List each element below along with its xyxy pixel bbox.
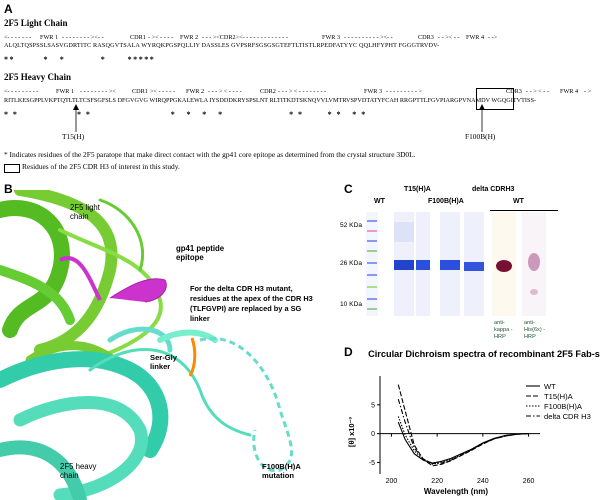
cd-x-tick-label: 240 (477, 478, 489, 485)
heavy-region-fwr1: FWR 1 (56, 88, 75, 95)
sds-page-gel (366, 212, 566, 320)
svg-text:- - - - - - - - - >: - - - - - - - - - > (386, 88, 422, 95)
light-region-fwr1: FWR 1 (40, 34, 59, 41)
heavy-region-cdr3: CDR3 (506, 88, 522, 95)
label-heavy-chain: 2F5 heavy chain (60, 462, 97, 480)
footnote-cdrh3: Residues of the 2F5 CDR H3 of interest in this study. (22, 162, 180, 171)
svg-text:- - - - - - - - - - ><- -: - - - - - - - - - - ><- - (344, 34, 393, 41)
light-region-cdr1: CDR1 (130, 34, 146, 41)
panel-a-letter: A (4, 2, 13, 16)
cd-y-tick-label: 0 (371, 431, 375, 439)
light-chain-contact-stars: ** * * * ***** (4, 55, 156, 64)
cd-spectra-chart (340, 370, 605, 498)
svg-text:- - - > < - - - - - - - -: - - - > < - - - - - - - - (278, 88, 327, 95)
panel-c-letter: C (344, 182, 353, 196)
heavy-chain-sequence: RITLKESGPPLVKPTQTLTLTCSFSGFSLS DFGVGVG WIRQPPGKALEWLA IYSDDDKRYSPSLNT RLTITKDTSKNQVVLVMTRVSPVDTATYFCAH RRGPTTLFGVPIARGPVNAMDV WGQGITVTISS- (4, 97, 537, 104)
light-region-fwr3: FWR 3 (322, 34, 341, 41)
cd-y-axis-label: [θ] x10⁻³ (347, 416, 356, 448)
label-delta-note: For the delta CDR H3 mutant, residues at the apex of the CDR H3 (TLFGVPI) are replaced by a SG linker (190, 284, 313, 323)
label-f100b-mutation: F100B(H)A mutation (262, 462, 301, 480)
band-anti-kappa (496, 260, 512, 272)
heavy-region-cdr1: CDR1 (132, 88, 148, 95)
cd-legend-label: delta CDR H3 (544, 412, 591, 421)
lane-header-wt-blot: WT (513, 198, 524, 205)
lane-header-wt: WT (374, 198, 385, 205)
band-anti-his (528, 253, 540, 271)
svg-text:- >< - - - -: - >< - - - - (148, 34, 174, 41)
footnote-contact: * Indicates residues of the 2F5 paratope that make direct contact with the gp41 core epitope as determined from the crystal structure 3D0L. (4, 150, 416, 159)
heavy-region-fwr3: FWR 3 (364, 88, 383, 95)
cd-y-tick-label: 5 (371, 402, 375, 410)
cd-legend-label: WT (544, 382, 556, 391)
heavy-region-fwr2: FWR 2 (186, 88, 205, 95)
cd-x-axis-label: Wavelength (nm) (423, 487, 489, 496)
heavy-region-fwr4: FWR 4 (560, 88, 579, 95)
light-region-fwr2: FWR 2 (180, 34, 199, 41)
label-ser-gly-linker: Ser-Gly linker (150, 353, 178, 371)
svg-text:- - - - - - - - ><: - - - - - - - - >< (80, 88, 116, 95)
heavy-chain-region-bar (4, 84, 604, 98)
heavy-region-cdr2: CDR2 (260, 88, 276, 95)
label-light-chain: 2F5 light chain (70, 203, 100, 221)
light-region-fwr4: FWR 4 (466, 34, 485, 41)
cd-x-tick-label: 260 (522, 478, 535, 485)
label-epitope: gp41 peptide epitope (176, 244, 225, 262)
residue-arrows (0, 104, 608, 134)
fab-structure-illustration (0, 190, 340, 500)
lane-header-f100b: F100B(H)A (428, 198, 464, 205)
legend-box-icon (4, 164, 20, 173)
cd-series-line (398, 422, 528, 463)
marker-52kda: 52 KDa (340, 222, 362, 229)
blot-label-anti-his: anti-His(6x) -HRP (524, 320, 546, 340)
blot-label-anti-kappa: anti-kappa -HRP (494, 320, 513, 340)
light-chain-title: 2F5 Light Chain (4, 18, 68, 28)
panel-b-letter: B (4, 182, 13, 196)
light-chain-sequence: ALQLTQSPSSLSASVGDRTITC RASQGVTSALA WYRQKPGSPQLLIY DASSLES GVPSRFSGSGSGTEFTLTISTLRPEDFATYYC QQLHFYPHT FGGGTRVDV- (4, 42, 440, 49)
deleted-cdrh3-loop (200, 338, 292, 470)
marker-t15: T15(H) (62, 132, 85, 141)
heavy-chain-title: 2F5 Heavy Chain (4, 72, 72, 82)
cd-x-tick-label: 220 (431, 478, 443, 485)
lane-header-delta: delta CDRH3 (472, 186, 515, 193)
svg-text:- ->: - -> (488, 34, 498, 41)
svg-text:- >: - > (584, 88, 592, 95)
svg-text:>< - - - - -: >< - - - - - (150, 88, 176, 95)
heavy-chain-contact-stars: ** ** * * * * ** ** ** (4, 110, 371, 119)
lane-header-t15: T15(H)A (404, 186, 431, 193)
svg-text:- - - ><CDR2><- - - - - - - -: - - - ><CDR2><- - - - - - - - - - - - - (202, 34, 288, 41)
band-f100b (440, 260, 460, 270)
blot-header-line (490, 210, 558, 211)
svg-text:- - - - - - - - ><- -: - - - - - - - - ><- - (62, 34, 104, 41)
band-wt (394, 260, 414, 270)
cd-chart-title: Circular Dichroism spectra of recombinant 2F5 Fab-s (368, 349, 600, 359)
cd-y-tick-label: -5 (368, 459, 375, 467)
marker-10kda: 10 KDa (340, 301, 362, 308)
marker-f100b: F100B(H) (465, 132, 496, 141)
panel-d-letter: D (344, 345, 353, 359)
cd-legend-label: T15(H)A (544, 392, 573, 401)
cd-legend-label: F100B(H)A (544, 402, 582, 411)
svg-text:- - >< - -: - - >< - - (438, 34, 460, 41)
band-delta (464, 262, 484, 271)
svg-text:<- - - - - - -: <- - - - - - - (4, 34, 32, 41)
svg-text:<- - - - - - - - -: <- - - - - - - - - (4, 88, 39, 95)
svg-text:- - > < - -: - - > < - - (526, 88, 549, 95)
marker-26kda: 26 KDa (340, 260, 362, 267)
cd-x-tick-label: 200 (385, 478, 398, 485)
svg-text:- - - > < - - - -: - - - > < - - - - (208, 88, 242, 95)
cd-series-line (398, 416, 528, 464)
light-region-cdr3: CDR3 (418, 34, 434, 41)
band-t15 (416, 260, 430, 270)
